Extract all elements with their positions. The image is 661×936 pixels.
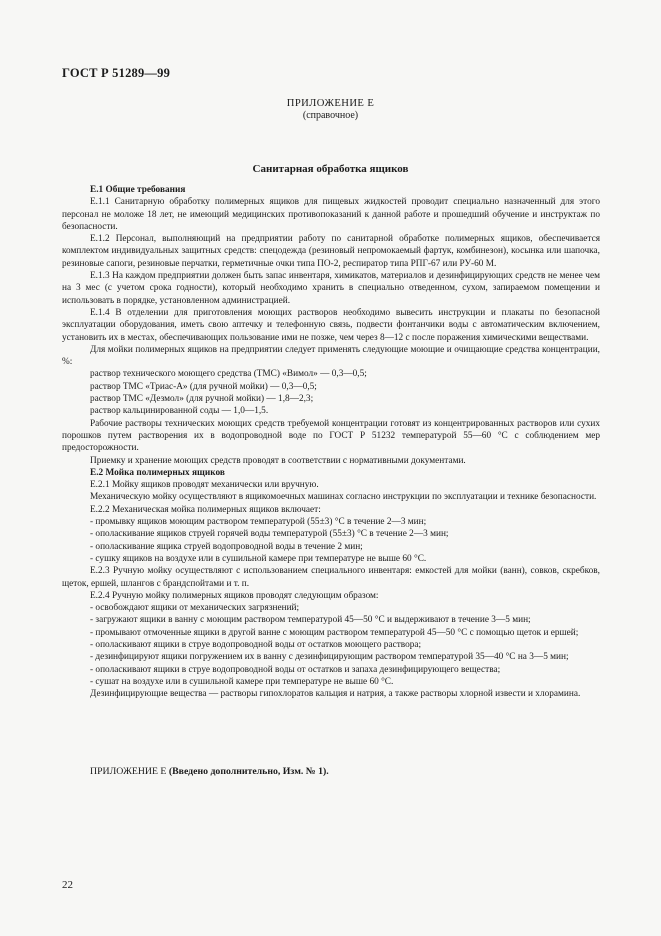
footer-note-prefix: ПРИЛОЖЕНИЕ Е bbox=[90, 766, 167, 777]
section-heading: Е.1 Общие требования bbox=[90, 185, 186, 195]
paragraph: Приемку и хранение моющих средств проводят в соответствии с нормативными документами. bbox=[90, 455, 466, 466]
paragraph: - ополаскивают ящики в струе водопроводной воды от остатков моющего раствора; bbox=[90, 639, 422, 650]
paragraph: Е.1.3 На каждом предприятии должен быть запас инвентаря, химикатов, материалов и дезинфицирующих средств не менее чем на 3 мес (с учетом срока годности), который необходимо хранить в специально отведенном, сухом, запираемом помещении и использовать в порядке, установленном администрацией. bbox=[62, 271, 600, 306]
paragraph: - ополаскивают ящики в струе водопроводной воды от остатков и запаха дезинфицирующего вещества; bbox=[90, 664, 501, 675]
appendix-title: ПРИЛОЖЕНИЕ Е bbox=[286, 98, 375, 109]
paragraph: - сушат на воздухе или в сушильной камере при температуре не выше 60 °С. bbox=[90, 676, 394, 687]
paragraph: Е.1.2 Персонал, выполняющий на предприятии работу по санитарной обработке полимерных ящиков, обеспечивается комплектом индивидуальных защитных средств: спецодежда (резиновый непромокаемый фартук, комбинезон), косынка или шапочка, резиновые сапоги, резиновые перчатки, герметичные очки типа ПО-2, респиратор типа РПГ-67 или РУ-60 М. bbox=[62, 234, 600, 269]
paragraph: - освобождают ящики от механических загрязнений; bbox=[90, 603, 300, 614]
paragraph: раствор кальцинированной соды — 1,0—1,5. bbox=[90, 406, 269, 417]
paragraph: Е.1.4 В отделении для приготовления моющих растворов необходимо вывесить инструкции и плакаты по безопасной эксплуатации оборудования, иметь свою аптечку и телефонную связь, подвести фонтанчики воды с автоматическим включением, установить их в местах, обеспечивающих пользование ими не позже, чем через 8—12 с после поражения химическими веществами. bbox=[62, 307, 600, 343]
paragraph: Е.2.3 Ручную мойку осуществляют с использованием специального инвентаря: емкостей для мойки (ванн), совков, скребков, щеток, ершей, шлангов с брандспойтами и т. п. bbox=[62, 566, 600, 589]
paragraph: - промывку ящиков моющим раствором температурой (55±3) °С в течение 2—3 мин; bbox=[90, 517, 427, 528]
paragraph: Е.2.4 Ручную мойку полимерных ящиков проводят следующим образом: bbox=[90, 590, 379, 601]
paragraph: - промывают отмоченные ящики в другой ванне с моющим раствором температурой 45—50 °С с помощью щеток и ершей; bbox=[90, 627, 579, 638]
paragraph: раствор ТМС «Триас-А» (для ручной мойки) — 0,3—0,5; bbox=[90, 381, 317, 392]
document-body bbox=[62, 184, 600, 700]
standard-header: ГОСТ Р 51289—99 bbox=[62, 66, 171, 80]
paragraph: - ополаскивание ящика струей водопроводной воды в течение 2 мин; bbox=[90, 541, 363, 552]
paragraph: раствор ТМС «Дезмол» (для ручной мойки) — 1,8—2,3; bbox=[90, 394, 314, 405]
paragraph: - дезинфицируют ящики погружением их в ванну с дезинфицирующим раствором температурой 35—40 °С на 3—5 мин; bbox=[90, 652, 569, 663]
footer-note-bold: (Введено дополнительно, Изм. № 1). bbox=[168, 766, 329, 777]
footer-note bbox=[90, 766, 329, 777]
paragraph: Для мойки полимерных ящиков на предприятии следует применять следующие моющие и очищающие средства концентрации, %: bbox=[62, 344, 600, 368]
page-number: 22 bbox=[62, 879, 73, 891]
paragraph: раствор технического моющего средства (ТМС) «Вимол» — 0,3—0,5; bbox=[90, 369, 367, 380]
section-title: Санитарная обработка ящиков bbox=[252, 163, 409, 175]
paragraph: - загружают ящики в ванну с моющим раствором температурой 45—50 °С и выдерживают в течение 3—5 мин; bbox=[90, 615, 531, 626]
paragraph: Механическую мойку осуществляют в ящикомоечных машинах согласно инструкции по эксплуатации и технике безопасности. bbox=[90, 492, 597, 503]
paragraph: - ополаскивание ящиков струей горячей воды температурой (55±3) °С в течение 2—3 мин; bbox=[90, 529, 449, 540]
paragraph: Дезинфицирующие вещества — растворы гипохлоратов кальция и натрия, а также растворы хлорной извести и хлорамина. bbox=[90, 689, 581, 700]
paragraph: Е.2.1 Мойку ящиков проводят механически или вручную. bbox=[90, 480, 319, 491]
section-heading: Е.2 Мойка полимерных ящиков bbox=[90, 467, 225, 478]
paragraph: Рабочие растворы технических моющих средств требуемой концентрации готовят из концентрированных растворов или сухих порошков путем растворения их в водопроводной воде по ГОСТ Р 51232 температурой 55—60 °С с соблюдением мер предосторожности. bbox=[62, 418, 600, 454]
paragraph: - сушку ящиков на воздухе или в сушильной камере при температуре не выше 60 °С. bbox=[90, 553, 427, 564]
appendix-subtitle: (справочное) bbox=[302, 110, 359, 121]
paragraph: Е.2.2 Механическая мойка полимерных ящиков включает: bbox=[90, 504, 321, 515]
paragraph: Е.1.1 Санитарную обработку полимерных ящиков для пищевых жидкостей проводит специально назначенный для этого персонал не моложе 18 лет, не имеющий медицинских противопоказаний к данной работе и прошедший обучение и инструктаж по безопасности. bbox=[62, 197, 600, 232]
